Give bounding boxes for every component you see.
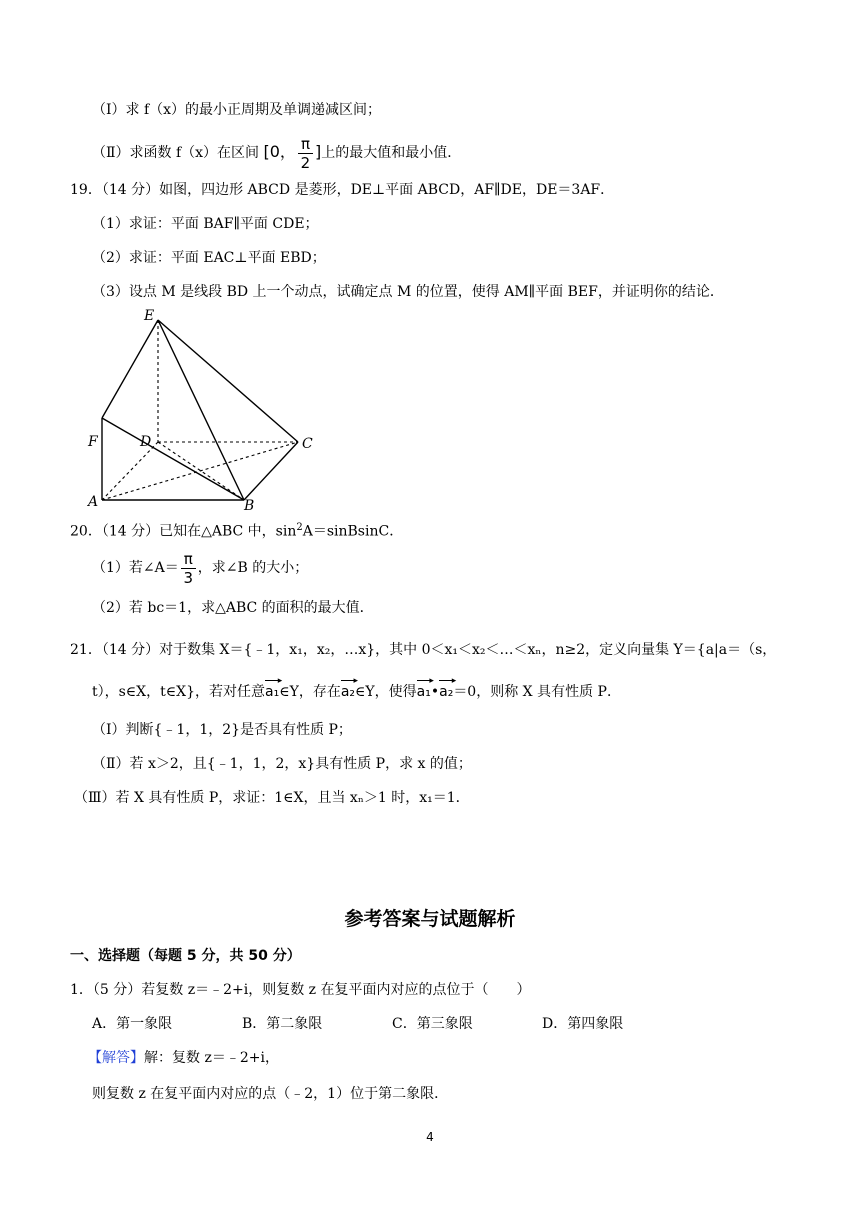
q20-part1	[92, 548, 308, 588]
answers-section-heading: 一、选择题（每题 5 分，共 50 分）	[70, 948, 301, 964]
q20-part1-b: ，求∠B 的大小；	[197, 560, 309, 576]
edge-FB	[102, 418, 244, 500]
label-E: E	[144, 308, 155, 324]
q20-frac-den: 3	[183, 568, 194, 587]
edge-EC	[158, 320, 298, 442]
label-F: F	[88, 434, 98, 450]
q21-line2-b: ∈Y，存在	[279, 684, 341, 700]
q19-geometry-figure	[80, 306, 340, 512]
label-B: B	[244, 498, 255, 512]
edge-DA	[102, 442, 158, 500]
q18-part1: （Ⅰ）求 f（x）的最小正周期及单调递减区间；	[92, 102, 382, 118]
q20-stem	[70, 518, 403, 542]
label-C: C	[302, 436, 313, 452]
q19-stem: 19．（14 分）如图，四边形 ABCD 是菱形，DE⊥平面 ABCD，AF∥DE，DE＝3AF．	[70, 182, 615, 198]
q18-part2	[92, 132, 461, 173]
q19-part3: （3）设点 M 是线段 BD 上一个动点，试确定点 M 的位置，使得 AM∥平面 BEF，并证明你的结论．	[92, 284, 724, 300]
choice-b: B．第二象限	[242, 1016, 323, 1032]
q20-part2: （2）若 bc＝1，求△ABC 的面积的最大值．	[92, 600, 374, 616]
q21-line1: 21．（14 分）对于数集 X＝{﹣1，x₁，x₂，…x}，其中 0＜x₁＜x₂＜…＜xₙ，n≥2，定义向量集 Y＝{a|a＝（s，	[70, 642, 777, 658]
q21-line2-c: ∈Y，使得	[355, 684, 417, 700]
q20-frac-num: π	[181, 550, 196, 569]
q19-part1: （1）求证：平面 BAF∥平面 CDE；	[92, 216, 319, 232]
edge-AC	[102, 442, 298, 500]
q21-dot: •	[430, 684, 440, 700]
edge-EB	[158, 320, 244, 500]
jieda-tag: 【解答】	[88, 1050, 144, 1066]
q18-fraction	[298, 135, 313, 172]
label-D: D	[140, 434, 152, 450]
choice-c: C．第三象限	[392, 1016, 473, 1032]
q18-part2-tail: 上的最大值和最小值．	[321, 145, 462, 161]
page-number: 4	[426, 1130, 434, 1144]
q21-line2-a: t），s∈X，t∈X}，若对任意	[92, 684, 266, 700]
q18-interval-open: [0，	[263, 142, 296, 161]
vector-a1: a₁ ▸	[265, 676, 279, 702]
q19-part2: （2）求证：平面 EAC⊥平面 EBD；	[92, 250, 326, 266]
q20-stem-a: 20．（14 分）已知在△ABC 中，sin	[70, 523, 297, 540]
answer-q1-solution	[88, 1048, 279, 1068]
q21-part1: （Ⅰ）判断{﹣1，1，2}是否具有性质 P；	[92, 722, 352, 738]
choice-d: D．第四象限	[542, 1016, 624, 1032]
q20-part1-a: （1）若∠A＝	[92, 560, 179, 576]
jieda-text: 解：复数 z＝﹣2+i，	[144, 1050, 279, 1066]
q18-frac-num: π	[298, 135, 313, 154]
vector-a2-dot: a₂ ▸	[439, 676, 453, 702]
vector-a1-dot: a₁ ▸	[417, 676, 431, 702]
q20-stem-b: A＝sinBsinC．	[302, 523, 404, 540]
vector-a2: a₂ ▸	[341, 676, 355, 702]
q21-line2	[92, 676, 621, 702]
q21-part2: （Ⅱ）若 x＞2，且{﹣1，1，2，x}具有性质 P，求 x 的值；	[92, 756, 472, 772]
choice-a: A．第一象限	[92, 1016, 173, 1032]
q18-part2-text: （Ⅱ）求函数 f（x）在区间	[92, 145, 260, 161]
answers-title: 参考答案与试题解析	[344, 908, 516, 930]
answer-q1-choices	[92, 1014, 692, 1034]
answer-q1-conclusion: 则复数 z 在复平面内对应的点（﹣2，1）位于第二象限．	[92, 1086, 449, 1102]
q20-fraction	[181, 550, 196, 587]
q18-frac-den: 2	[300, 153, 311, 172]
answer-q1-stem: 1．（5 分）若复数 z＝﹣2+i，则复数 z 在复平面内对应的点位于（ ）	[70, 982, 531, 998]
edge-EF	[102, 320, 158, 418]
q18-interval-close: ]	[314, 142, 322, 161]
label-A: A	[88, 494, 99, 510]
q20-stem-sup: 2	[296, 522, 303, 533]
q21-line2-e: ＝0，则称 X 具有性质 P．	[453, 684, 621, 700]
q21-part3: （Ⅲ）若 X 具有性质 P，求证：1∈X，且当 xₙ＞1 时，x₁＝1．	[74, 790, 470, 806]
edge-BC	[244, 442, 298, 500]
